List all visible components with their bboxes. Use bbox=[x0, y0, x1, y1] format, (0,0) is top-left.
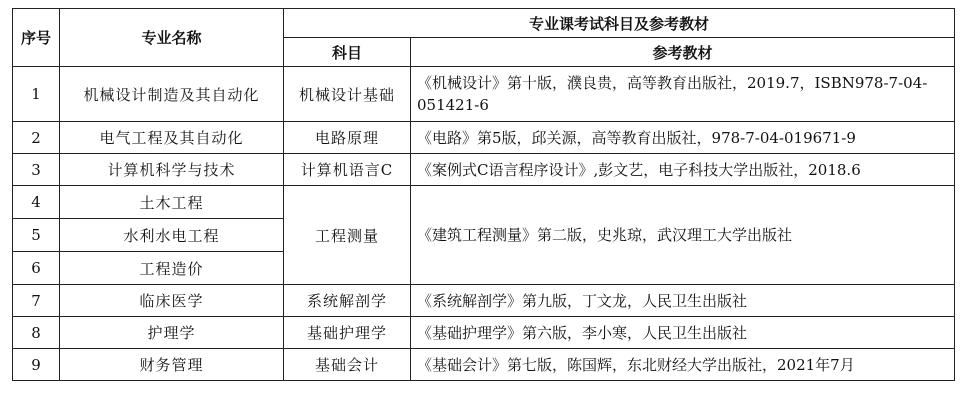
row-major: 临床医学 bbox=[60, 285, 284, 317]
header-textbook: 参考教材 bbox=[411, 38, 955, 67]
merged-textbook: 《建筑工程测量》第二版，史兆琼，武汉理工大学出版社 bbox=[411, 186, 955, 285]
row-subject: 基础护理学 bbox=[284, 317, 411, 349]
row-textbook: 《基础护理学》第六版，李小寒，人民卫生出版社 bbox=[411, 317, 955, 349]
header-subject: 科目 bbox=[284, 38, 411, 67]
header-group: 专业课考试科目及参考教材 bbox=[284, 9, 955, 38]
row-major: 土木工程 bbox=[60, 186, 284, 219]
row-index: 1 bbox=[13, 67, 60, 122]
row-index: 4 bbox=[13, 186, 60, 219]
row-textbook: 《基础会计》第七版，陈国辉，东北财经大学出版社，2021年7月 bbox=[411, 349, 955, 381]
header-major: 专业名称 bbox=[60, 9, 284, 67]
row-index: 9 bbox=[13, 349, 60, 381]
row-major: 水利水电工程 bbox=[60, 219, 284, 252]
row-subject: 电路原理 bbox=[284, 122, 411, 154]
row-major: 工程造价 bbox=[60, 252, 284, 285]
header-index: 序号 bbox=[13, 9, 60, 67]
row-index: 5 bbox=[13, 219, 60, 252]
row-subject: 机械设计基础 bbox=[284, 67, 411, 122]
table-row bbox=[13, 122, 955, 154]
row-major: 机械设计制造及其自动化 bbox=[60, 67, 284, 122]
row-textbook: 《案例式C语言程序设计》,彭文艺，电子科技大学出版社，2018.6 bbox=[411, 154, 955, 186]
row-index: 2 bbox=[13, 122, 60, 154]
table-row bbox=[13, 186, 955, 219]
table-row bbox=[13, 349, 955, 381]
row-subject: 系统解剖学 bbox=[284, 285, 411, 317]
row-subject: 计算机语言C bbox=[284, 154, 411, 186]
table-row bbox=[13, 67, 955, 122]
header-row bbox=[13, 9, 955, 38]
row-index: 6 bbox=[13, 252, 60, 285]
row-textbook: 《系统解剖学》第九版，丁文龙，人民卫生出版社 bbox=[411, 285, 955, 317]
row-textbook: 《机械设计》第十版，濮良贵，高等教育出版社，2019.7，ISBN978-7-04-051421-6 bbox=[411, 67, 955, 122]
row-major: 电气工程及其自动化 bbox=[60, 122, 284, 154]
row-index: 7 bbox=[13, 285, 60, 317]
table-row bbox=[13, 285, 955, 317]
table-row bbox=[13, 317, 955, 349]
row-major: 护理学 bbox=[60, 317, 284, 349]
exam-subjects-table bbox=[12, 8, 955, 381]
merged-subject: 工程测量 bbox=[284, 186, 411, 285]
row-index: 3 bbox=[13, 154, 60, 186]
row-index: 8 bbox=[13, 317, 60, 349]
row-major: 财务管理 bbox=[60, 349, 284, 381]
table-row bbox=[13, 154, 955, 186]
row-major: 计算机科学与技术 bbox=[60, 154, 284, 186]
row-subject: 基础会计 bbox=[284, 349, 411, 381]
row-textbook: 《电路》第5版，邱关源，高等教育出版社，978-7-04-019671-9 bbox=[411, 122, 955, 154]
